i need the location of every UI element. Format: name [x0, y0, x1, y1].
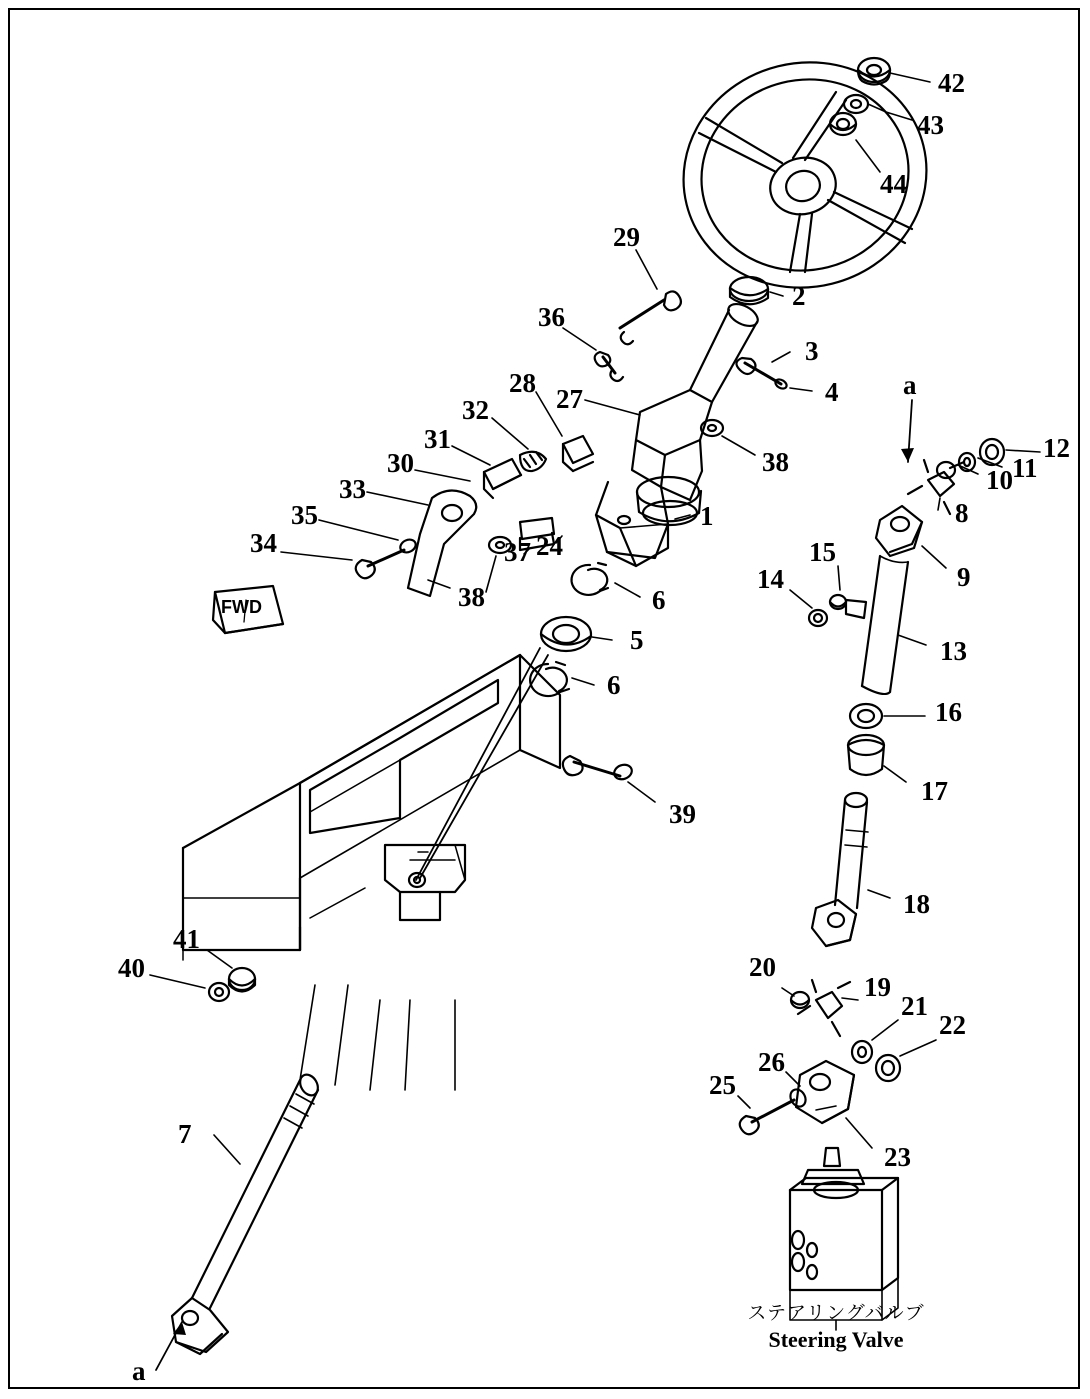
callout-35: 35	[291, 500, 318, 530]
callout-24: 24	[536, 531, 563, 561]
callout-15: 15	[809, 537, 836, 567]
callout-2: 2	[792, 281, 806, 311]
callout-18: 18	[903, 889, 930, 919]
fwd-marker: FWD	[221, 597, 262, 617]
callout-20: 20	[749, 952, 776, 982]
callout-37: 37	[504, 537, 531, 567]
callout-30: 30	[387, 448, 414, 478]
callout-23: 23	[884, 1142, 911, 1172]
callout-19: 19	[864, 972, 891, 1002]
callout-4: 4	[825, 377, 839, 407]
callout-28: 28	[509, 368, 536, 398]
callout-22: 22	[939, 1010, 966, 1040]
callout-17: 17	[921, 776, 948, 806]
callout-26: 26	[758, 1047, 785, 1077]
callout-32: 32	[462, 395, 489, 425]
callout-1: 1	[700, 501, 714, 531]
steering-valve-caption-en: Steering Valve	[768, 1327, 904, 1352]
callout-29: 29	[613, 222, 640, 252]
steering-valve-caption-jp: ステアリングバルブ	[747, 1302, 925, 1324]
callout-38-right: 38	[762, 447, 789, 477]
callout-11: 11	[1012, 453, 1038, 483]
callout-36: 36	[538, 302, 565, 332]
callout-6-lower: 6	[607, 670, 621, 700]
callout-38-left: 38	[458, 582, 485, 612]
callout-14: 14	[757, 564, 784, 594]
callout-7: 7	[178, 1119, 192, 1149]
steering-valve-caption	[700, 1298, 972, 1353]
callout-33: 33	[339, 474, 366, 504]
callout-13: 13	[940, 636, 967, 666]
callout-40: 40	[118, 953, 145, 983]
callout-27: 27	[556, 384, 583, 414]
callout-44: 44	[880, 169, 907, 199]
callout-42: 42	[938, 68, 965, 98]
callout-8: 8	[955, 498, 969, 528]
callout-25: 25	[709, 1070, 736, 1100]
callout-41: 41	[173, 924, 200, 954]
callout-31: 31	[424, 424, 451, 454]
callout-9: 9	[957, 562, 971, 592]
callout-43: 43	[917, 110, 944, 140]
callout-12: 12	[1043, 433, 1070, 463]
callout-34: 34	[250, 528, 277, 558]
callout-10: 10	[986, 465, 1013, 495]
callout-5: 5	[630, 625, 644, 655]
section-mark-a-right: a	[903, 370, 917, 400]
section-mark-a-bottom: a	[132, 1356, 146, 1386]
callout-21: 21	[901, 991, 928, 1021]
callout-3: 3	[805, 336, 819, 366]
callout-6-upper: 6	[652, 585, 666, 615]
callout-39: 39	[669, 799, 696, 829]
callout-16: 16	[935, 697, 962, 727]
